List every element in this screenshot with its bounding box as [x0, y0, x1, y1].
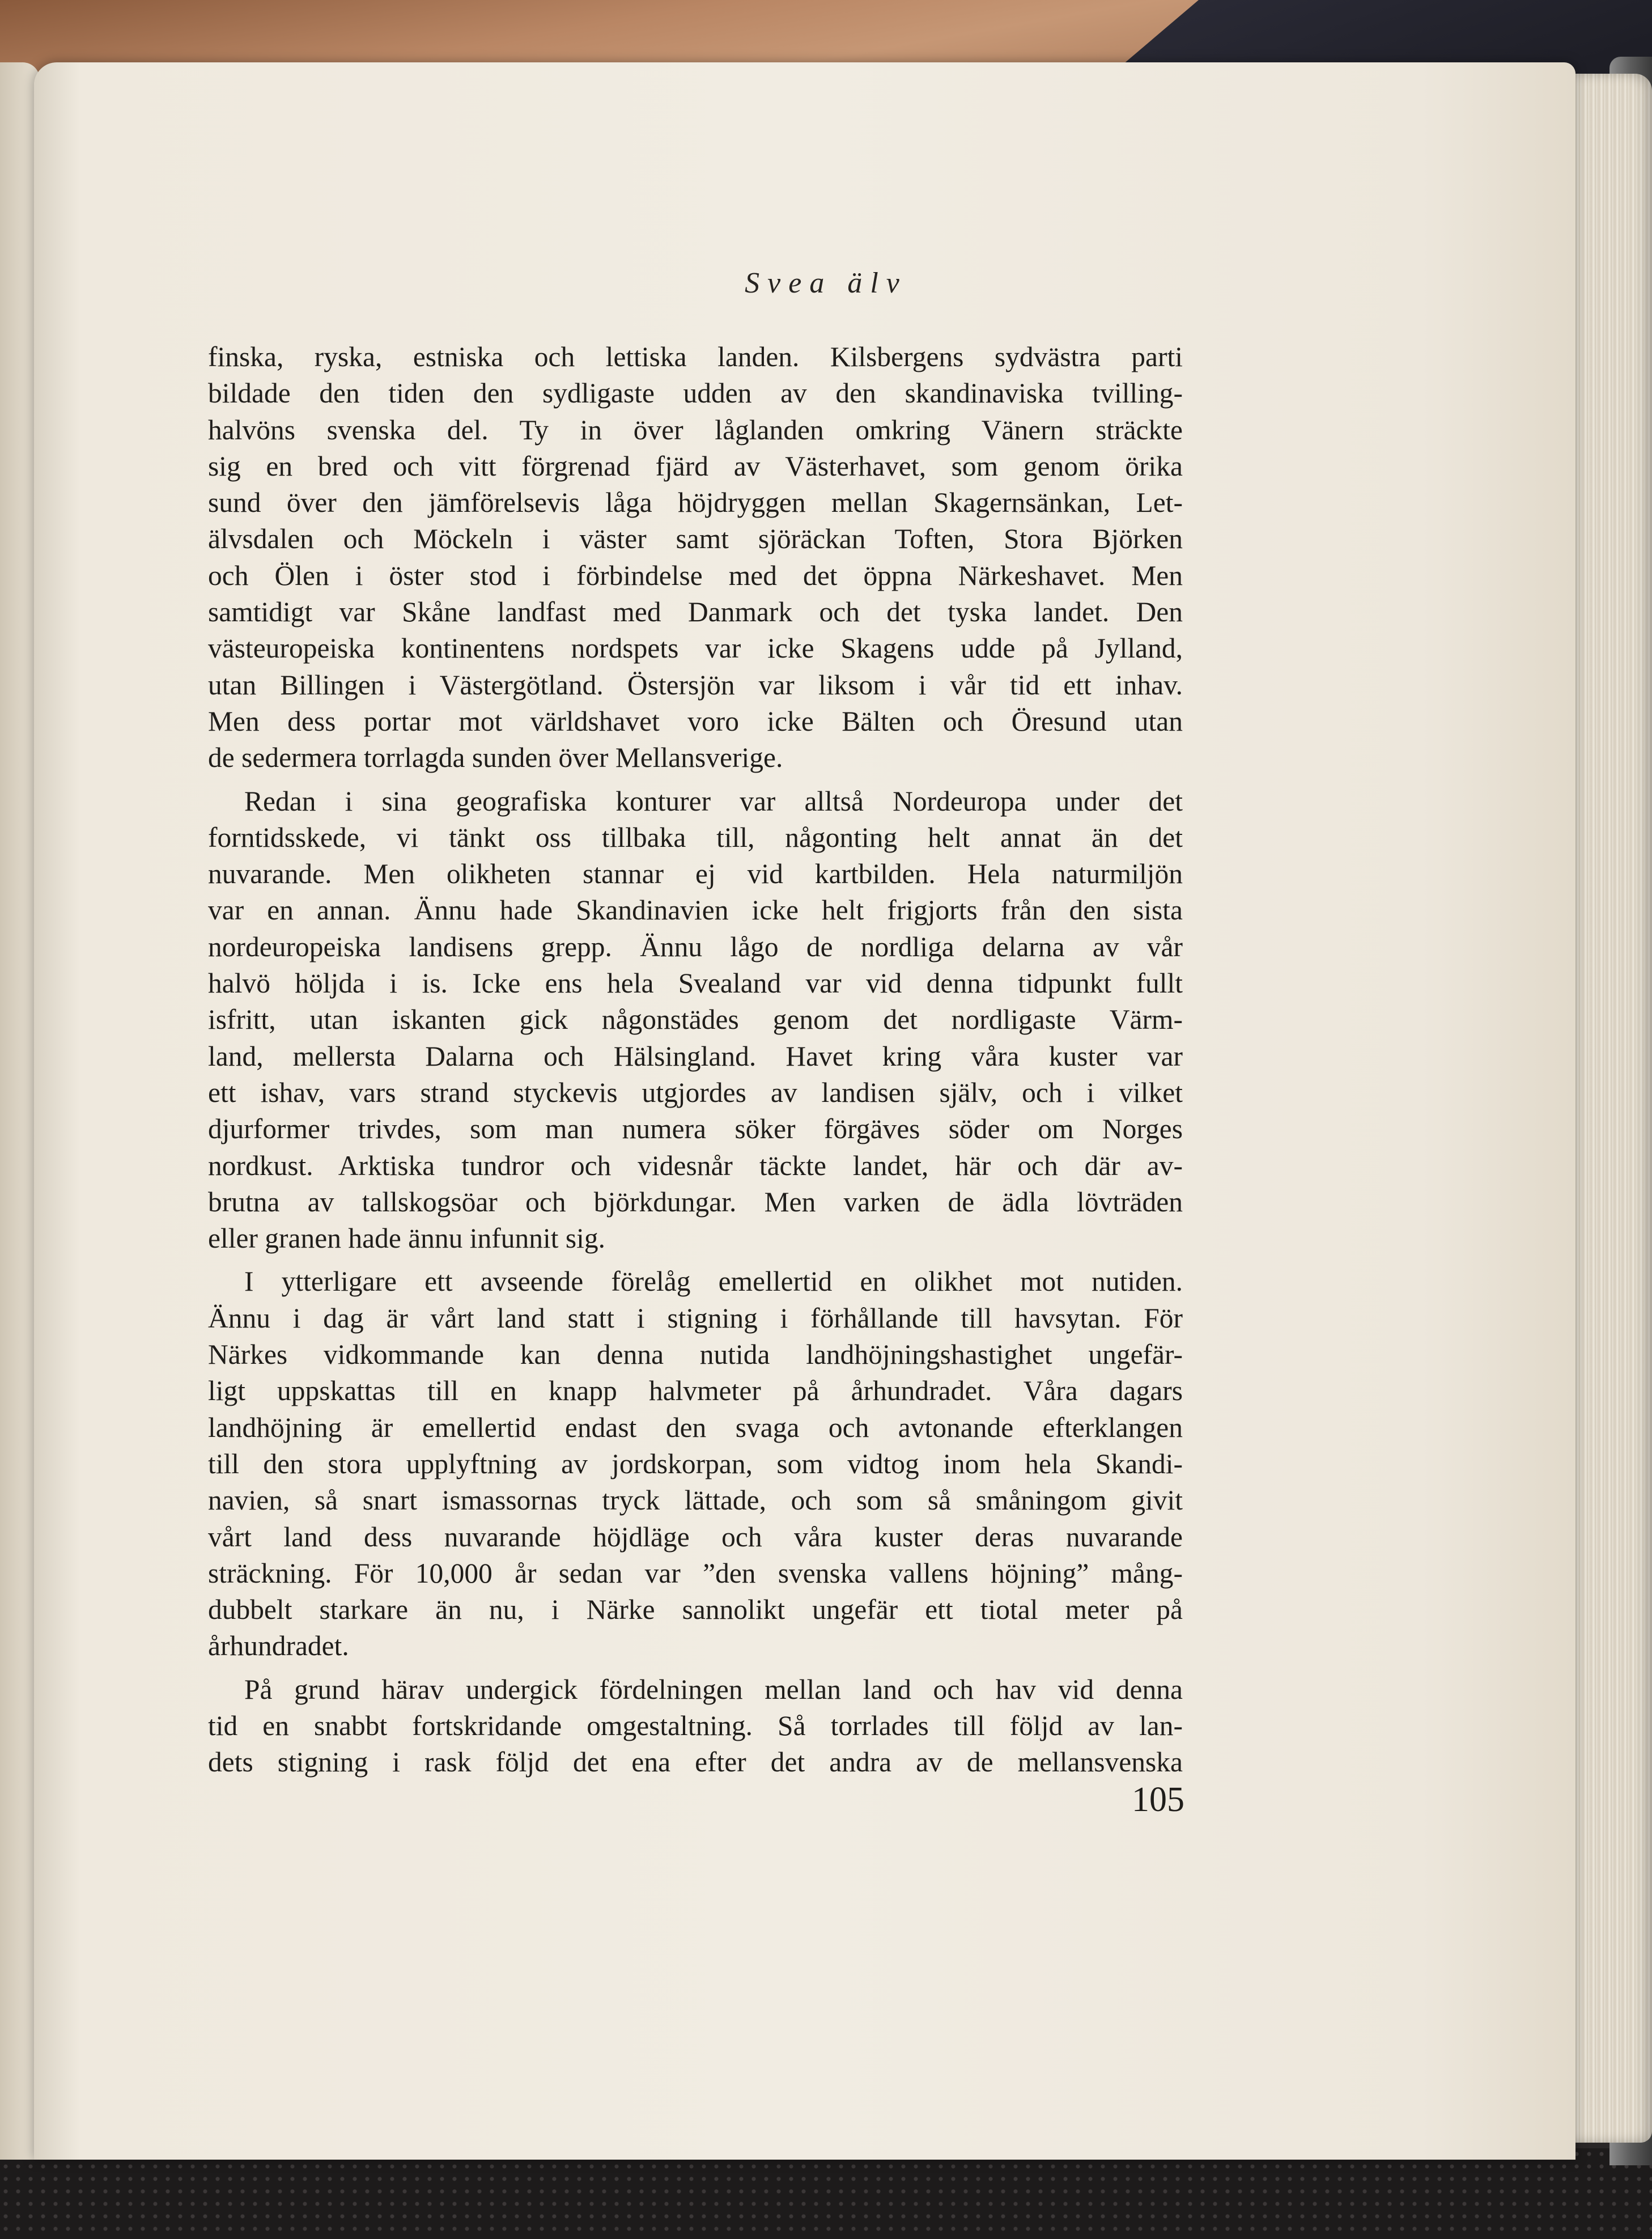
text-line: västeuropeiska kontinentens nordspets var icke Skagens udde på Jylland,: [208, 633, 1183, 664]
text-line: landhöjning är emellertid endast den svaga och avtonande efterklangen: [208, 1411, 1183, 1443]
paragraph: [208, 339, 1183, 777]
text-line: tid en snabbt fortskridande omgestaltning. Så torrlades till följd av lan-: [208, 1710, 1183, 1741]
text-line: och Ölen i öster stod i förbindelse med det öppna Närkeshavet. Men: [208, 559, 1183, 591]
text-line: älvsdalen och Möckeln i väster samt sjöräckan Toften, Stora Björken: [208, 523, 1183, 555]
text-line: utan Billingen i Västergötland. Östersjön var liksom i vår tid ett inhav.: [208, 669, 1183, 701]
text-line: nuvarande. Men olikheten stannar ej vid kartbilden. Hela naturmiljön: [208, 858, 1183, 890]
text-line: I ytterligare ett avseende förelåg emellertid en olikhet mot nutiden.: [244, 1266, 1183, 1297]
text-line: var en annan. Ännu hade Skandinavien icke helt frigjorts från den sista: [208, 894, 1183, 926]
text-line: brutna av tallskogsöar och björkdungar. Men varken de ädla lövträden: [208, 1186, 1183, 1218]
text-line: sig en bred och vitt förgrenad fjärd av Västerhavet, som genom örika: [208, 450, 1183, 482]
text-line: eller granen hade ännu infunnit sig.: [208, 1223, 606, 1254]
paragraph: [208, 1672, 1183, 1781]
text-line: sund över den jämförelsevis låga höjdryggen mellan Skagernsänkan, Let-: [208, 487, 1183, 519]
text-line: djurformer trivdes, som man numera söker förgäves söder om Norges: [208, 1113, 1183, 1145]
page-stack-edges: [1564, 74, 1652, 2143]
text-line: ett ishav, vars strand styckevis utgjordes av landisen själv, och i vilket: [208, 1076, 1183, 1108]
page-number: 105: [1132, 1780, 1184, 1819]
text-line: Ännu i dag är vårt land statt i stigning i förhållande till havsytan. För: [208, 1302, 1183, 1334]
text-line: På grund härav undergick fördelningen mellan land och hav vid denna: [244, 1673, 1183, 1705]
text-line: vårt land dess nuvarande höjdläge och våra kuster deras nuvarande: [208, 1521, 1183, 1553]
text-line: nordkust. Arktiska tundror och videsnår täckte landet, här och där av-: [208, 1150, 1183, 1181]
text-line: Men dess portar mot världshavet voro icke Bälten och Öresund utan: [208, 705, 1183, 737]
text-line: halvö höljda i is. Icke ens hela Svealand var vid denna tidpunkt fullt: [208, 968, 1183, 999]
carpet-background: [0, 2148, 1652, 2239]
text-line: halvöns svenska del. Ty in över låglanden omkring Vänern sträckte: [208, 414, 1183, 446]
text-line: samtidigt var Skåne landfast med Danmark och det tyska landet. Den: [208, 596, 1183, 628]
text-line: århundradet.: [208, 1630, 349, 1662]
text-line: Närkes vidkommande kan denna nutida landhöjningshastighet ungefär-: [208, 1339, 1183, 1371]
text-line: Redan i sina geografiska konturer var alltså Nordeuropa under det: [244, 785, 1183, 817]
text-line: forntidsskede, vi tänkt oss tillbaka till, någonting helt annat än det: [208, 821, 1183, 853]
body-text: [208, 339, 1183, 1788]
paragraph: [208, 783, 1183, 1257]
text-line: bildade den tiden den sydligaste udden av den skandinaviska tvilling-: [208, 378, 1183, 409]
text-line: navien, så snart ismassornas tryck lättade, och som så småningom givit: [208, 1485, 1183, 1516]
text-line: ligt uppskattas till en knapp halvmeter på århundradet. Våra dagars: [208, 1375, 1183, 1407]
paragraph: [208, 1263, 1183, 1664]
text-line: dubbelt starkare än nu, i Närke sannolikt ungefär ett tiotal meter på: [208, 1594, 1183, 1626]
text-line: land, mellersta Dalarna och Hälsingland. Havet kring våra kuster var: [208, 1040, 1183, 1072]
text-line: nordeuropeiska landisens grepp. Ännu lågo de nordliga delarna av vår: [208, 931, 1183, 962]
text-line: de sedermera torrlagda sunden över Mellansverige.: [208, 742, 783, 774]
text-line: finska, ryska, estniska och lettiska landen. Kilsbergens sydvästra parti: [208, 341, 1183, 372]
text-line: isfritt, utan iskanten gick någonstädes genom det nordligaste Värm-: [208, 1004, 1183, 1036]
text-line: sträckning. För 10,000 år sedan var ”den svenska vallens höjning” mång-: [208, 1557, 1183, 1589]
running-head: Svea älv: [745, 267, 907, 299]
text-line: dets stigning i rask följd det ena efter det andra av de mellansvenska: [208, 1746, 1183, 1778]
text-line: till den stora upplyftning av jordskorpan, som vidtog inom hela Skandi-: [208, 1448, 1183, 1479]
